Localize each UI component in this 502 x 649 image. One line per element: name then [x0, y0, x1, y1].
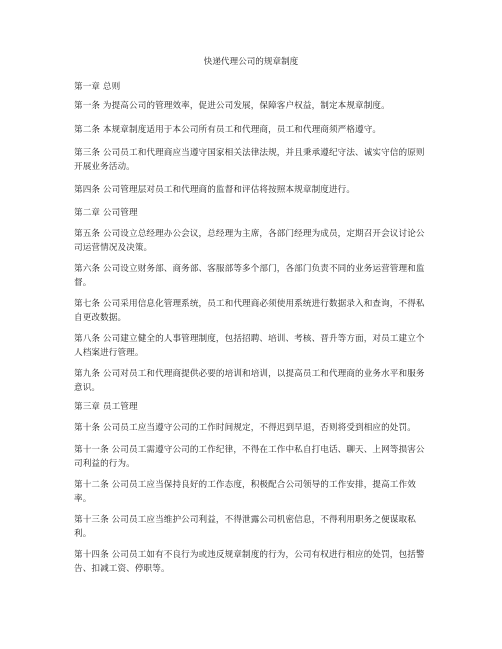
article-paragraph: 第七条 公司采用信息化管理系统，员工和代理商必须使用系统进行数据录入和查询，不得私自更改数据。 [74, 299, 425, 323]
article-paragraph: 第十二条 公司员工应当保持良好的工作态度，积极配合公司领导的工作安排，提高工作效率。 [74, 480, 416, 504]
article-paragraph: 第九条 公司对员工和代理商提供必要的培训和培训，以提高员工和代理商的业务水平和服务意识。 [74, 369, 425, 393]
article-paragraph: 第六条 公司设立财务部、商务部、客服部等多个部门，各部门负责不同的业务运营管理和监督。 [74, 264, 425, 288]
article-paragraph: 第一条 为提高公司的管理效率，促进公司发展，保障客户权益，制定本规章制度。 [74, 101, 390, 111]
article-paragraph: 第三条 公司员工和代理商应当遵守国家相关法律法规，并且秉承遵纪守法、诚实守信的原则开展业务活动。 [74, 148, 425, 172]
document-title: 快递代理公司的规章制度 [203, 57, 299, 67]
article-paragraph: 第十四条 公司员工如有不良行为或违反规章制度的行为，公司有权进行相应的处罚，包括警告、扣减工资、停职等。 [74, 550, 425, 574]
article-paragraph: 第五条 公司设立总经理办公会议，总经理为主席，各部门经理为成员，定期召开会议讨论公司运营情况及决策。 [74, 229, 425, 253]
article-paragraph: 第四条 公司管理层对员工和代理商的监督和评估将按照本规章制度进行。 [74, 185, 356, 195]
article-paragraph: 第十三条 公司员工应当维护公司利益，不得泄露公司机密信息，不得利用职务之便谋取私利。 [74, 515, 416, 539]
chapter-heading: 第二章 公司管理 [74, 208, 138, 218]
article-paragraph: 第十条 公司员工应当遵守公司的工作时间规定，不得迟到早退，否则将受到相应的处罚。 [74, 423, 416, 433]
chapter-heading: 第一章 总则 [74, 82, 121, 92]
chapter-heading: 第三章 员工管理 [74, 402, 138, 412]
article-paragraph: 第二条 本规章制度适用于本公司所有员工和代理商，员工和代理商须严格遵守。 [74, 125, 382, 135]
article-paragraph: 第十一条 公司员工需遵守公司的工作纪律，不得在工作中私自打电话、聊天、上网等损害公司利益的行为。 [74, 445, 425, 469]
article-paragraph: 第八条 公司建立健全的人事管理制度，包括招聘、培训、考核、晋升等方面，对员工建立个人档案进行管理。 [74, 334, 425, 358]
